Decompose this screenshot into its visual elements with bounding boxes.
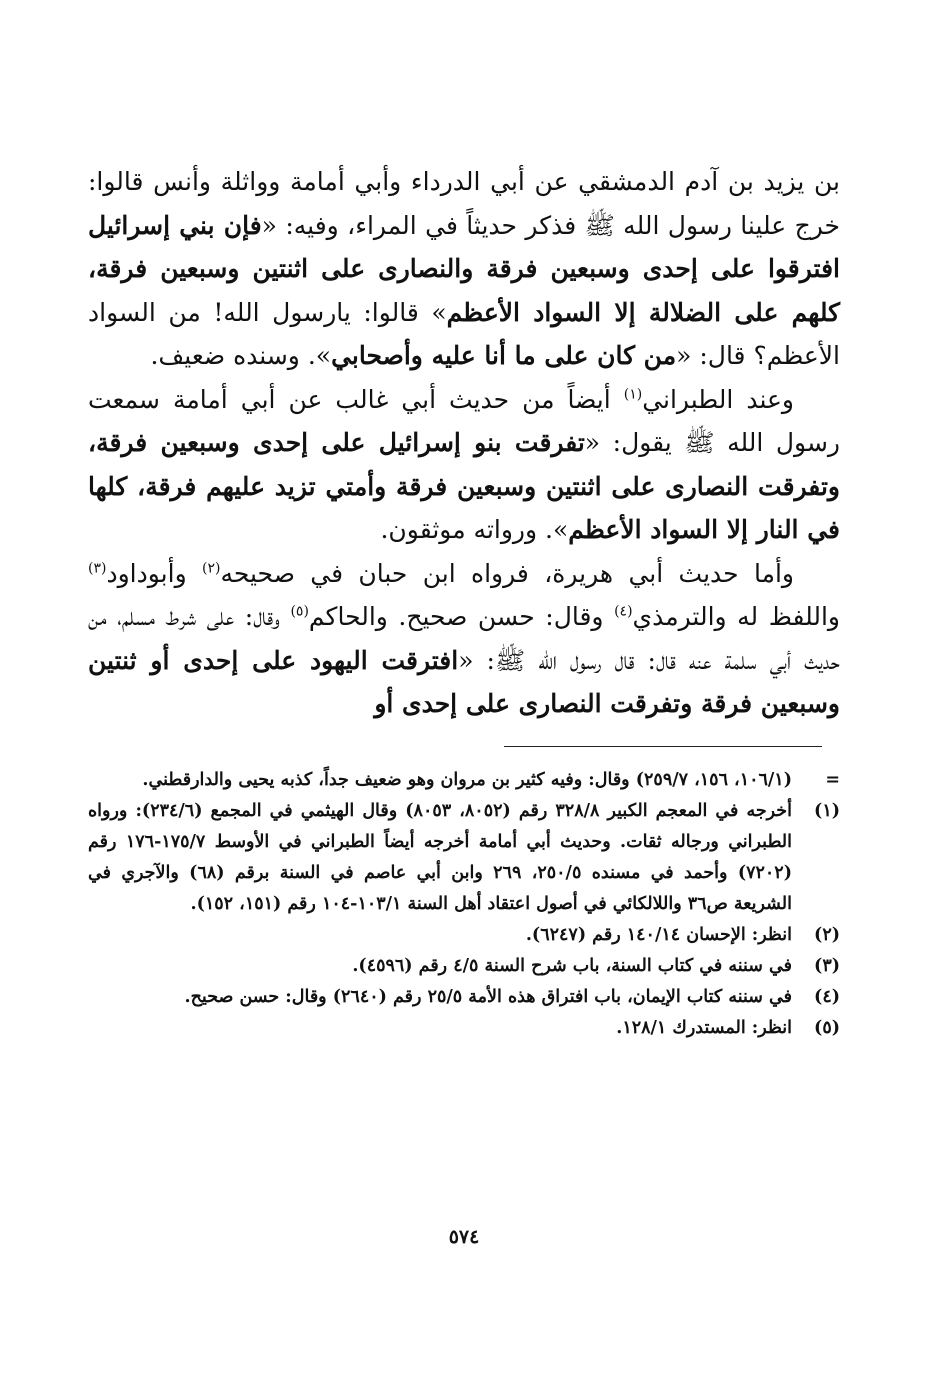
footnote-text: في سننه في كتاب السنة، باب شرح السنة ٤/٥ رقم (٤٥٩٦).: [352, 955, 792, 976]
footnote-ref-3[interactable]: (٣): [88, 560, 107, 577]
footnote-ref-2[interactable]: (٢): [202, 560, 221, 577]
p1-hadith-2: من كان على ما أنا عليه وأصحابي: [331, 341, 677, 370]
footnote-text: أخرجه في المعجم الكبير ٣٢٨/٨ رقم (٨٠٥٢، ٨٠٥٣) وقال الهيثمي في المجمع (٢٣٤/٦): ورواه الطبراني ورجاله ثقات. وحديث أبي أمامة أخرجه أيضاً الطبراني في الأوسط ١٧٥/٧-١٧٦ رقم (٧٢٠٢) وأحمد في مسنده ٢٥٠/٥، ٢٦٩ وابن أبي عاصم في السنة برقم (٦٨) والآجري في الشريعة ص٣٦ واللالكائي في أصول اعتقاد أهل السنة ١٠٣/١-١٠٤ رقم (١٥١، ١٥٢).: [88, 800, 793, 914]
footnote-marker: (١): [814, 800, 840, 821]
footnote-text: انظر: المستدرك ١٢٨/١.: [616, 1017, 792, 1038]
footnote-marker: (٣): [814, 955, 840, 976]
footnote-5: [88, 1013, 840, 1044]
p3-text-4: وقال: حسن صحيح. والحاكم: [308, 602, 615, 631]
paragraph-1: [88, 160, 840, 378]
footnote-1: [88, 796, 840, 920]
footnote-marker: (٢): [814, 924, 840, 945]
main-text: [88, 160, 840, 726]
footnote-ref-1[interactable]: (١): [623, 386, 643, 403]
p2-hadith-1: تفرقت بنو إسرائيل على إحدى وسبعين فرقة، وتفرقت النصارى على اثنتين وسبعين فرقة وأمتي تزيد عليهم فرقة، كلها في النار إلا السواد الأعظم: [88, 428, 840, 544]
paragraph-3: [88, 552, 840, 726]
footnotes: [88, 765, 840, 1044]
footnote-marker: =: [825, 769, 840, 790]
p1-text-3: ». وسنده ضعيف.: [150, 341, 332, 370]
footnote-marker: (٥): [814, 1017, 840, 1038]
p1-text-1: بن يزيد بن آدم الدمشقي عن أبي الدرداء وأبي أمامة وواثلة وأنس قالوا: خرج علينا رسول الله ﷺ فذكر حديثاً في المراء، وفيه: «: [88, 167, 840, 240]
p3-text-5: وقال: على شرط مسلم، من حديث أبي سلمة عنه قال: قال رسول الله ﷺ: «: [88, 602, 840, 675]
footnote-marker: (٤): [814, 986, 840, 1007]
p3-text-3: واللفظ له والترمذي: [632, 602, 840, 631]
p1-text-2: » قالوا: يارسول الله! من السواد الأعظم؟ قال: «: [88, 297, 840, 370]
footnote-continued: [88, 765, 840, 796]
footnote-4: [88, 982, 840, 1013]
p2-text-3: ». ورواته موثقون.: [380, 515, 569, 544]
page-number: ٥٧٤: [448, 1226, 480, 1248]
p2-text-1: وعند الطبراني: [642, 384, 794, 414]
p1-hadith-1: فإن بني إسرائيل افترقوا على إحدى وسبعين فرقة والنصارى على اثنتين وسبعين فرقة، كلهم على الضلالة إلا السواد الأعظم: [88, 210, 840, 327]
footnote-text: في سننه كتاب الإيمان، باب افتراق هذه الأمة ٢٥/٥ رقم (٢٦٤٠) وقال: حسن صحيح.: [184, 986, 792, 1007]
footnote-ref-4[interactable]: (٤): [614, 603, 633, 620]
p3-text-1: وأما حديث أبي هريرة، فرواه ابن حبان في صحيحه: [220, 558, 794, 588]
p3-hadith-1: افترقت اليهود على إحدى أو ثنتين وسبعين فرقة وتفرقت النصارى على إحدى أو: [88, 645, 840, 718]
footnote-divider: [504, 746, 822, 747]
footnote-2: [88, 920, 840, 951]
paragraph-2: [88, 378, 840, 552]
p3-text-2: وأبوداود: [106, 558, 202, 588]
footnote-3: [88, 951, 840, 982]
footnote-ref-5[interactable]: (٥): [290, 603, 309, 620]
footnote-text: (١٠٦/١، ١٥٦، ٢٥٩/٧) وقال: وفيه كثير بن مروان وهو ضعيف جداً، كذبه يحيى والدارقطني.: [142, 769, 792, 790]
footnote-text: انظر: الإحسان ١٤٠/١٤ رقم (٦٢٤٧).: [525, 924, 792, 945]
p2-text-2: أيضاً من حديث أبي غالب عن أبي أمامة سمعت رسول الله ﷺ يقول: «: [88, 384, 840, 457]
book-page: [88, 160, 840, 1280]
